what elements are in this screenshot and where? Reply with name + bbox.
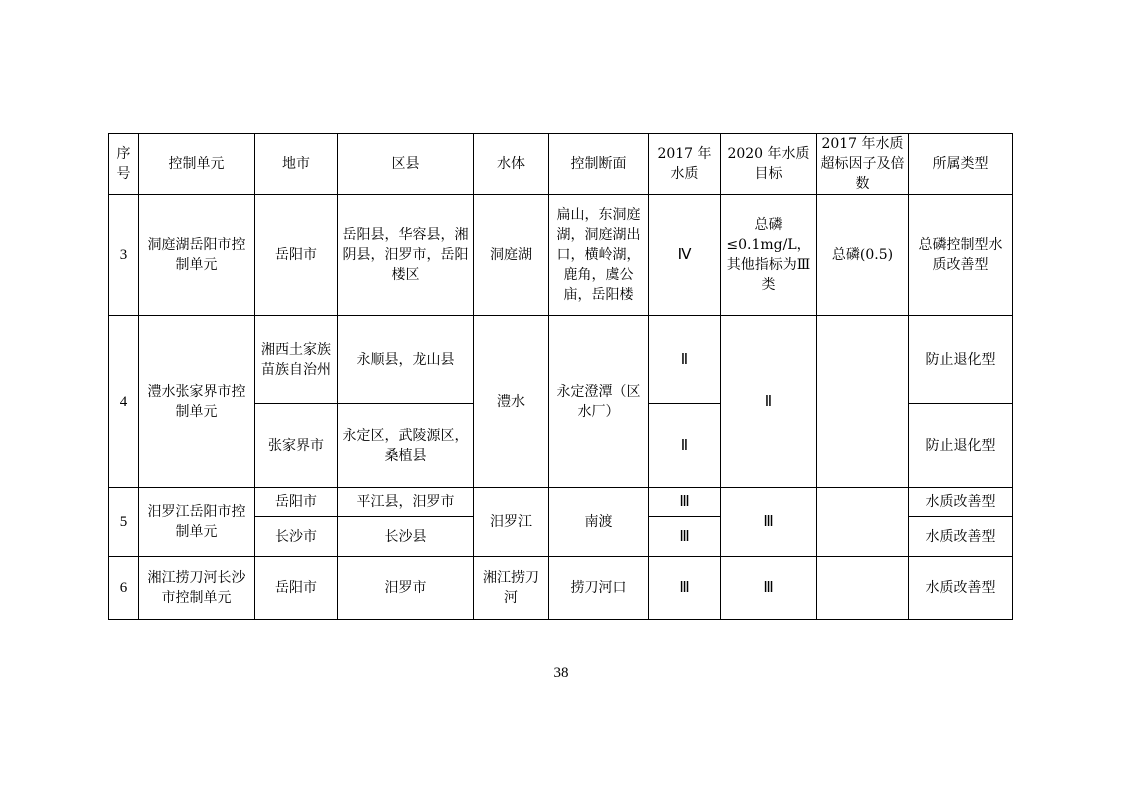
cell-target-2020: Ⅲ [721, 557, 817, 620]
table-row [109, 557, 1013, 620]
header-county: 区县 [338, 134, 474, 195]
cell-quality-2017: Ⅱ [649, 316, 721, 404]
cell-type: 水质改善型 [909, 557, 1013, 620]
cell-city: 长沙市 [255, 517, 338, 557]
cell-quality-2017: Ⅲ [649, 557, 721, 620]
cell-type: 水质改善型 [909, 488, 1013, 517]
cell-city: 湘西土家族苗族自治州 [255, 316, 338, 404]
water-quality-table [108, 133, 1013, 620]
cell-target-2020: 总磷≤0.1mg/L，其他指标为Ⅲ类 [721, 195, 817, 316]
cell-unit: 湘江捞刀河长沙市控制单元 [139, 557, 255, 620]
table-header-row [109, 134, 1013, 195]
cell-section: 扁山，东洞庭湖，洞庭湖出口，横岭湖，鹿角，虞公庙，岳阳楼 [549, 195, 649, 316]
header-city: 地市 [255, 134, 338, 195]
cell-section: 永定澄潭（区水厂） [549, 316, 649, 488]
cell-quality-2017: Ⅱ [649, 404, 721, 488]
cell-county: 岳阳县，华容县，湘阴县，汨罗市，岳阳楼区 [338, 195, 474, 316]
cell-county: 平江县，汨罗市 [338, 488, 474, 517]
cell-city: 岳阳市 [255, 557, 338, 620]
cell-type: 总磷控制型水质改善型 [909, 195, 1013, 316]
cell-water-body: 澧水 [474, 316, 549, 488]
page-number: 38 [553, 665, 569, 681]
cell-type: 防止退化型 [909, 404, 1013, 488]
header-target-2020: 2020 年水质目标 [721, 134, 817, 195]
cell-section: 捞刀河口 [549, 557, 649, 620]
cell-exceed-2017 [817, 488, 909, 557]
table-row [109, 195, 1013, 316]
cell-city: 岳阳市 [255, 195, 338, 316]
cell-unit: 汨罗江岳阳市控制单元 [139, 488, 255, 557]
header-exceed-2017: 2017 年水质超标因子及倍数 [817, 134, 909, 195]
cell-quality-2017: Ⅳ [649, 195, 721, 316]
cell-section: 南渡 [549, 488, 649, 557]
cell-exceed-2017 [817, 316, 909, 488]
cell-seq: 3 [109, 195, 139, 316]
cell-water-body: 湘江捞刀河 [474, 557, 549, 620]
cell-water-body: 洞庭湖 [474, 195, 549, 316]
cell-exceed-2017: 总磷(0.5) [817, 195, 909, 316]
cell-county: 永定区，武陵源区，桑植县 [338, 404, 474, 488]
table-row [109, 488, 1013, 517]
cell-water-body: 汨罗江 [474, 488, 549, 557]
cell-quality-2017: Ⅲ [649, 517, 721, 557]
header-water-body: 水体 [474, 134, 549, 195]
header-type: 所属类型 [909, 134, 1013, 195]
cell-type: 水质改善型 [909, 517, 1013, 557]
cell-seq: 4 [109, 316, 139, 488]
cell-target-2020: Ⅲ [721, 488, 817, 557]
cell-seq: 6 [109, 557, 139, 620]
cell-unit: 澧水张家界市控制单元 [139, 316, 255, 488]
cell-seq: 5 [109, 488, 139, 557]
cell-quality-2017: Ⅲ [649, 488, 721, 517]
cell-county: 长沙县 [338, 517, 474, 557]
header-quality-2017: 2017 年水质 [649, 134, 721, 195]
cell-city: 岳阳市 [255, 488, 338, 517]
header-unit: 控制单元 [139, 134, 255, 195]
cell-unit: 洞庭湖岳阳市控制单元 [139, 195, 255, 316]
cell-type: 防止退化型 [909, 316, 1013, 404]
table-row [109, 316, 1013, 404]
cell-county: 汨罗市 [338, 557, 474, 620]
cell-target-2020: Ⅱ [721, 316, 817, 488]
cell-city: 张家界市 [255, 404, 338, 488]
header-seq: 序号 [109, 134, 139, 195]
cell-county: 永顺县，龙山县 [338, 316, 474, 404]
cell-exceed-2017 [817, 557, 909, 620]
header-section: 控制断面 [549, 134, 649, 195]
